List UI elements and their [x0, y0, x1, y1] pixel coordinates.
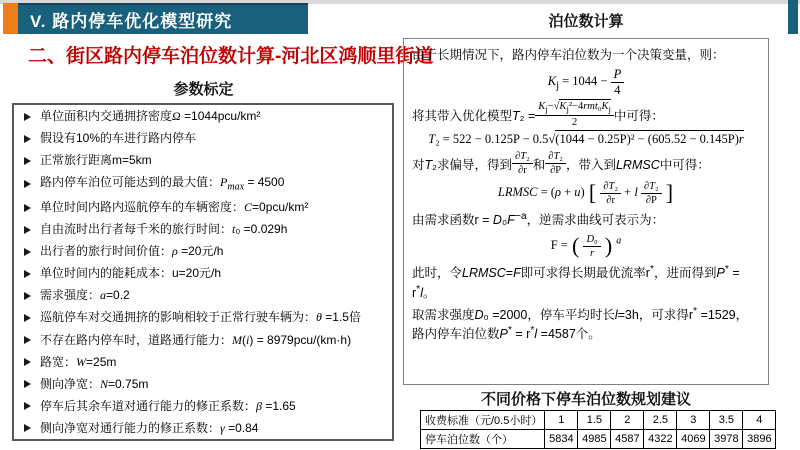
parameter-item: 停车后其余车道对通行能力的修正系数：β =1.65: [24, 400, 384, 413]
parameter-item: 侧向净宽：N=0.75m: [24, 378, 384, 391]
calc-paragraph: 此时，令LRMSC=F即可求得长期最优流率r*，进而得到P* = r*l。: [412, 264, 740, 300]
parameter-item: 侧向净宽对通行能力的修正系数：γ =0.84: [24, 422, 384, 435]
formula-kj: $K_j = 1044$ − $\frac{P}{4}$: [412, 68, 760, 97]
left-column-title: 参数标定: [173, 81, 234, 98]
arrow-bullet-icon: [24, 135, 31, 143]
right-column-title: 泊位数计算: [548, 13, 624, 30]
parameter-item: 单位时间内路内巡航停车的车辆密度：C=0pcu/km²: [24, 201, 384, 214]
parameter-item: 需求强度：a=0.2: [24, 289, 384, 302]
arrow-bullet-icon: [24, 402, 31, 410]
calc-paragraph-with-formula: 将其带入优化模型T₂ = $\frac{K_j-√K_j^2-4rmt_0K_j}{2}$ 中可得：: [412, 101, 664, 129]
arrow-bullet-icon: [24, 248, 31, 256]
price-cell: 3.5: [710, 411, 743, 430]
berth-cell: 4587: [611, 430, 644, 449]
parameter-item: 假设有10%的车进行路内停车: [24, 132, 384, 145]
berth-cell: 5834: [545, 430, 578, 449]
header-teal-bar: [18, 3, 308, 34]
table-row: [421, 430, 776, 449]
arrow-bullet-icon: [24, 157, 31, 165]
section-header-title: V. 路内停车优化模型研究: [30, 12, 233, 31]
price-cell: 1: [545, 411, 578, 430]
parameter-item: 路宽：W=25m: [24, 356, 384, 369]
berth-cell: 3978: [710, 430, 743, 449]
berth-planning-table: [420, 410, 776, 449]
section-header-bar: [3, 3, 308, 34]
arrow-bullet-icon: [24, 270, 31, 278]
arrow-bullet-icon: [24, 113, 31, 121]
arrow-bullet-icon: [24, 336, 31, 344]
slide-subtitle: 二、街区路内停车泊位数计算-河北区鸿顺里街道: [28, 46, 434, 67]
calc-paragraph: 取需求强度D₀ =2000，停车平均时长l=3h，可求得r* =1529，路内停车泊位数P* = r*l =4587个。: [412, 305, 749, 341]
arrow-bullet-icon: [24, 292, 31, 300]
arrow-bullet-icon: [24, 358, 31, 366]
price-cell: 2: [611, 411, 644, 430]
parameter-item: 巡航停车对交通拥挤的影响相较于正常行驶车辆为：θ =1.5倍: [24, 311, 384, 324]
arrow-bullet-icon: [24, 204, 31, 212]
berth-cell: 4069: [677, 430, 710, 449]
arrow-bullet-icon: [24, 314, 31, 322]
calc-paragraph: 由于长期情况下，路内停车泊位数为一个决策变量，则：: [412, 48, 725, 62]
formula-inverse-demand: F = ( $\frac{\text{D₀}}{r}$ ) $^a$: [550, 233, 622, 259]
parameter-item: 路内停车泊位可能达到的最大值：$P_{max} = 4500$: [24, 176, 384, 192]
calculation-box: [403, 38, 769, 385]
calc-paragraph: 由需求函数$r = D_0F^{-a}$，逆需求曲线可表示为：: [412, 211, 665, 228]
parameter-item: 单位面积内交通拥挤密度Ω =1044pcu/km²: [24, 110, 384, 123]
price-cell: 4: [743, 411, 776, 430]
arrow-bullet-icon: [24, 180, 31, 188]
header-orange-accent: [3, 3, 18, 34]
parameter-list: [24, 110, 384, 435]
parameter-item: 不存在路内停车时，道路通行能力：M(i) = 8979pcu/(km·h): [24, 334, 384, 347]
table-row: [421, 411, 776, 430]
parameter-item: 自由流时出行者每千米的旅行时间：t₀ =0.029h: [24, 223, 384, 236]
berth-cell: 4985: [578, 430, 611, 449]
parameter-item: 出行者的旅行时间价值：ρ =20元/h: [24, 245, 384, 258]
corner-tab-decoration: [788, 0, 798, 34]
arrow-bullet-icon: [24, 424, 31, 432]
calc-paragraph-partial: 对T₂求偏导，得到 $\frac{\text{∂T₂}}{\partial r}$ 和 $\frac{\text{∂T₂}}{\partial P}$ ，带入到LRMSC中可得：: [412, 151, 710, 177]
arrow-bullet-icon: [24, 226, 31, 234]
formula-t2: T₂ = 522 − 0.125P − 0.5√(1044 − 0.25P)² − (605.52 − 0.145P)r: [428, 132, 744, 147]
berth-cell: 3896: [743, 430, 776, 449]
row-header-berths: 停车泊位数（个）: [421, 430, 545, 449]
formula-lrmsc: LRMSC = (ρ + u) [ $\frac{\text{∂T₂}}{\partial r}$ + l $\frac{\text{∂T₂}}{\partial P}$ ]: [497, 180, 674, 206]
parameter-item: 单位时间内的能耗成本：u=20元/h: [24, 267, 384, 280]
parameter-box: [12, 103, 394, 441]
row-header-price: 收费标准（元/0.5小时）: [421, 411, 545, 430]
arrow-bullet-icon: [24, 380, 31, 388]
price-cell: 1.5: [578, 411, 611, 430]
price-cell: 3: [677, 411, 710, 430]
parameter-item: 正常旅行距离m=5km: [24, 154, 384, 167]
price-cell: 2.5: [644, 411, 677, 430]
berth-cell: 4322: [644, 430, 677, 449]
table-title: 不同价格下停车泊位数规划建议: [480, 391, 691, 408]
